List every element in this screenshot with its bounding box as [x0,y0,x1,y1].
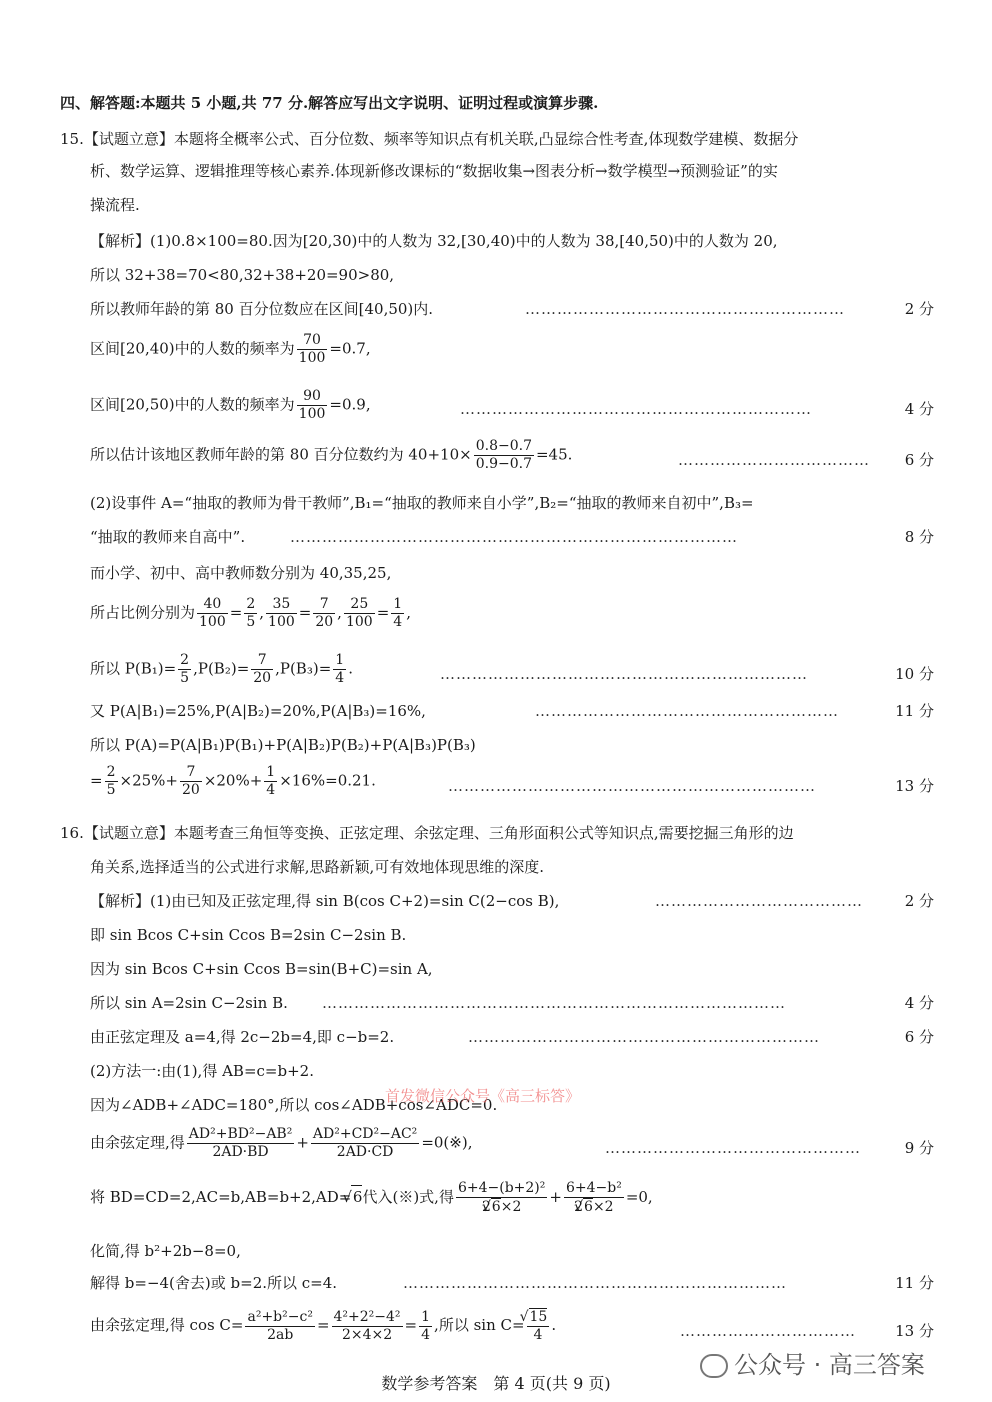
denominator: 2×4×2 [341,1326,393,1343]
q15-line-11: 所以 P(B₁)= $\frac{2}{5}$ ,P(B₂)= $\frac{7}{20}$ ,P(B₃)= $\frac{1}{4}$ . [90,652,353,686]
numerator: 90 [297,388,328,406]
fraction [187,1126,295,1161]
numerator: 70 [297,332,328,350]
q15-line-12: 又 P(A|B₁)=25%,P(A|B₂)=20%,P(A|B₃)=16%, [90,702,426,720]
sqrt: √ 6 [583,1198,593,1216]
q16-line-1: 【解析】(1)由已知及正弦定理,得 sin B(cos C+2)=sin C(2−cos B), [90,892,560,910]
watermark: 首发微信公众号《高三标答》 [385,1087,581,1105]
fraction [333,652,346,687]
denominator: 100 [345,614,373,630]
fraction [197,596,228,631]
q16-line-8: 由余弦定理,得 $\frac{\text{AD²+BD²−AB²}}{2AD\cdot BD}$ + $\frac{\text{AD²+CD²−AC²}}{2AD\cdot CD}$ =0(※), [90,1126,473,1160]
fraction [180,764,202,799]
fraction [527,1308,550,1344]
denominator: 5 [246,614,256,630]
denominator: 100 [298,350,326,366]
q15-line-3: 所以教师年龄的第 80 百分位数应在区间[40,50)内. [90,300,434,318]
fraction [105,764,118,799]
q16-score-4: 4 分 [904,994,934,1012]
numerator: AD²+CD²−AC² [312,1126,418,1142]
q16-score-11: 11 分 [895,1274,934,1292]
fraction [245,1309,314,1344]
dot-leader: ………………………………………………………………………… [290,528,738,546]
q16-line-12: 由余弦定理,得 cos C= $\frac{\text{a²+b²−c²}}{2ab}$ = $\frac{\text{4²+2²−4²}}{2\times 4\times 2}$ = $\frac{1}{4}$ ,所以 sin C= √ $\frac{15}{4}$ . [90,1308,556,1344]
text: 由余弦定理,得 cos C= [90,1316,244,1334]
numerator: 40 [197,596,228,614]
denominator: 4 [393,614,403,630]
text: ×16%=0.21. [279,771,376,790]
page-footer: 数学参考答案 第 4 页(共 9 页) [381,1374,611,1393]
text: =0(※), [421,1133,473,1152]
text: =45. [535,445,573,464]
q15-score-11: 10 分 [895,665,934,683]
denominator: 20 [181,782,200,798]
fraction [474,438,534,473]
denominator: 20 [253,670,272,686]
denominator: 5 [180,670,190,686]
numerator: 7 [180,764,202,782]
denominator: 4 [421,1326,431,1343]
text: 区间[20,40)中的人数的频率为 [90,339,295,358]
denominator: 2√ 6×2 [564,1198,624,1216]
numerator: 2 [246,596,256,612]
denominator: 100 [268,614,295,630]
denominator: 2ab [267,1326,294,1343]
dot-leader: ……………………………… [678,451,870,469]
text: ×25%+ [119,771,178,790]
q15-line-5 [90,388,371,423]
section-header: 四、解答题:本题共 5 小题,共 77 分.解答应写出文字说明、证明过程或演算步骤. [60,94,599,112]
text: =0, [625,1188,653,1206]
q16-line-5: 由正弦定理及 a=4,得 2c−2b=4,即 c−b=2. [90,1028,395,1046]
numerator: 1 [335,652,345,668]
denominator: 100 [298,406,326,422]
text: ,P(B₂)= [193,659,250,678]
numerator: AD²+BD²−AB² [188,1126,293,1142]
q16-line-10: 化简,得 b²+2b−8=0, [90,1242,241,1260]
text: 由余弦定理,得 [90,1133,185,1152]
fraction [251,652,273,687]
denominator: 4 [533,1327,543,1343]
text: 所以估计该地区教师年龄的第 80 百分位数约为 40+10× [90,445,472,464]
text: 代入(※)式,得 [362,1188,454,1206]
dot-leader: ………………………………………………………… [460,400,812,418]
q15-line-1: 【解析】(1)0.8×100=80.因为[20,30)中的人数为 32,[30,40)中的人数为 38,[40,50)中的人数为 20, [90,232,778,250]
numerator: 35 [266,596,297,614]
q15-score-6: 6 分 [904,451,934,469]
sqrt: √ 6 [491,1198,501,1216]
fraction [178,652,191,687]
text: 所以 P(B₁)= [90,659,177,678]
fraction [332,1309,403,1344]
q16-line-9: 将 BD=CD=2,AC=b,AB=b+2,AD=√ 6代入(※)式,得 $\frac{\text{6+4−(b+2)²}}{2√ 6\times 2}$ + $\frac{\text{6+4−b²}}{2√ 6\times 2}$ =0, [90,1180,653,1216]
dot-leader: ……………………………………………………………… [403,1274,787,1292]
denominator: 2AD·CD [336,1144,394,1160]
denominator: 2AD·BD [212,1144,269,1160]
dot-leader: …………………………… [680,1322,856,1340]
q16-intro-1: 16.【试题立意】本题考查三角恒等变换、正弦定理、余弦定理、三角形面积公式等知识点,需要挖掘三角形的边 [60,824,794,842]
fraction [344,596,375,631]
q15-line-10: 所占比例分别为 $\frac{40}{100}$ = $\frac{2}{5}$ , $\frac{35}{100}$ = $\frac{7}{20}$ , $\frac{25}{100}$ = $\frac{1}{4}$ , [90,596,411,630]
numerator: 1 [266,764,276,780]
fraction [564,1180,624,1216]
numerator: 6+4−(b+2)² [457,1180,546,1196]
numerator: 2 [180,652,190,668]
q15-line-6 [90,438,572,473]
fraction [419,1309,432,1344]
numerator: 25 [344,596,375,614]
denominator: 2√ 6×2 [456,1198,547,1216]
denominator: 4 [266,782,276,798]
numerator [527,1308,550,1327]
q15-intro-2: 析、数学运算、逻辑推理等核心素养.体现新修改课标的“数据收集→图表分析→数学模型→预测验证”的实 [90,162,778,180]
numerator: a²+b²−c² [247,1308,313,1325]
numerator: 7 [313,596,335,614]
dot-leader: …………………………………………………………… [440,665,808,683]
q16-line-7: 因为∠ADB+∠ADC=180°,所以 cos∠ADB+cos∠ADC=0. [90,1096,498,1114]
q16-score-12: 13 分 [895,1322,934,1340]
dot-leader: ………………………………… [655,892,863,910]
numerator: 1 [393,596,403,612]
numerator: 7 [251,652,273,670]
dot-leader: …………………………………………………………… [448,777,816,795]
dot-leader: ………………………………………… [605,1139,861,1157]
q16-line-2: 即 sin Bcos C+sin Ccos B=2sin C−2sin B. [90,926,407,944]
q15-line-8: “抽取的教师来自高中”. [90,528,246,546]
numerator: 0.8−0.7 [475,438,532,454]
q16-line-11: 解得 b=−4(舍去)或 b=2.所以 c=4. [90,1274,338,1292]
q16-score-5: 6 分 [904,1028,934,1046]
text: 区间[20,50)中的人数的频率为 [90,395,295,414]
dot-leader: ………………………………………………… [535,702,839,720]
numerator: 6+4−b² [565,1180,622,1196]
sqrt: √ 6 [351,1185,362,1208]
numerator: 1 [421,1308,431,1325]
text: ,所以 sin C= [434,1316,525,1334]
q15-score-5: 4 分 [904,400,934,418]
q15-score-12: 11 分 [895,702,934,720]
fraction [244,596,257,631]
q16-line-3: 因为 sin Bcos C+sin Ccos B=sin(B+C)=sin A, [90,960,433,978]
q15-line-14: = $\frac{2}{5}$ ×25%+ $\frac{7}{20}$ ×20%+ $\frac{1}{4}$ ×16%=0.21. [90,764,376,798]
logo-text: 公众号 · 高三答案 [734,1351,925,1379]
q15-line-4 [90,332,371,367]
numerator: 2 [106,764,116,780]
dot-leader: ………………………………………………………… [468,1028,820,1046]
fraction [264,764,277,799]
text: 将 BD=CD=2,AC=b,AB=b+2,AD= [90,1188,352,1206]
text: =0.7, [329,339,371,358]
dot-leader: …………………………………………………… [525,300,845,318]
denominator: 4 [335,670,345,686]
dot-leader: …………………………………………………………………………… [322,994,786,1012]
fraction [456,1180,547,1216]
text: ×20%+ [203,771,263,790]
sqrt: √ 15 [529,1308,548,1326]
text: ×2 [500,1199,522,1215]
denominator: 0.9−0.7 [475,456,532,472]
q15-line-9: 而小学、初中、高中教师数分别为 40,35,25, [90,564,392,582]
denominator: 20 [315,614,334,630]
q15-score-8: 8 分 [904,528,934,546]
q15-line-2: 所以 32+38=70<80,32+38+20=90>80, [90,266,395,284]
denominator: 100 [199,614,226,630]
q15-line-13: 所以 P(A)=P(A|B₁)P(B₁)+P(A|B₂)P(B₂)+P(A|B₃)P(B₃) [90,736,476,754]
q15-score-14: 13 分 [895,777,934,795]
fraction [297,388,328,423]
q16-line-6: (2)方法一:由(1),得 AB=c=b+2. [90,1062,314,1080]
q16-line-4: 所以 sin A=2sin C−2sin B. [90,994,288,1012]
fraction [266,596,297,631]
denominator: 5 [106,782,116,798]
text: ,P(B₃)= [275,659,332,678]
text: 所占比例分别为 [90,603,196,622]
q16-score-8: 9 分 [904,1139,934,1157]
q16-score-1: 2 分 [904,892,934,910]
text: =0.9, [329,395,371,414]
fraction [297,332,328,367]
text: ×2 [592,1199,614,1215]
fraction [391,596,404,631]
q16-intro-2: 角关系,选择适当的公式进行求解,思路新颖,可有效地体现思维的深度. [90,858,545,876]
numerator: 4²+2²−4² [333,1308,401,1325]
text: . [551,1316,557,1334]
q15-score-3: 2 分 [904,300,934,318]
fraction [311,1126,419,1161]
q15-intro-1: 15.【试题立意】本题将全概率公式、百分位数、频率等知识点有机关联,凸显综合性考查,体现数学建模、数据分 [60,130,799,148]
q15-line-7: (2)设事件 A=“抽取的教师为骨干教师”,B₁=“抽取的教师来自小学”,B₂=“抽取的教师来自初中”,B₃= [90,494,754,512]
q15-intro-3: 操流程. [90,196,140,214]
fraction [313,596,335,631]
